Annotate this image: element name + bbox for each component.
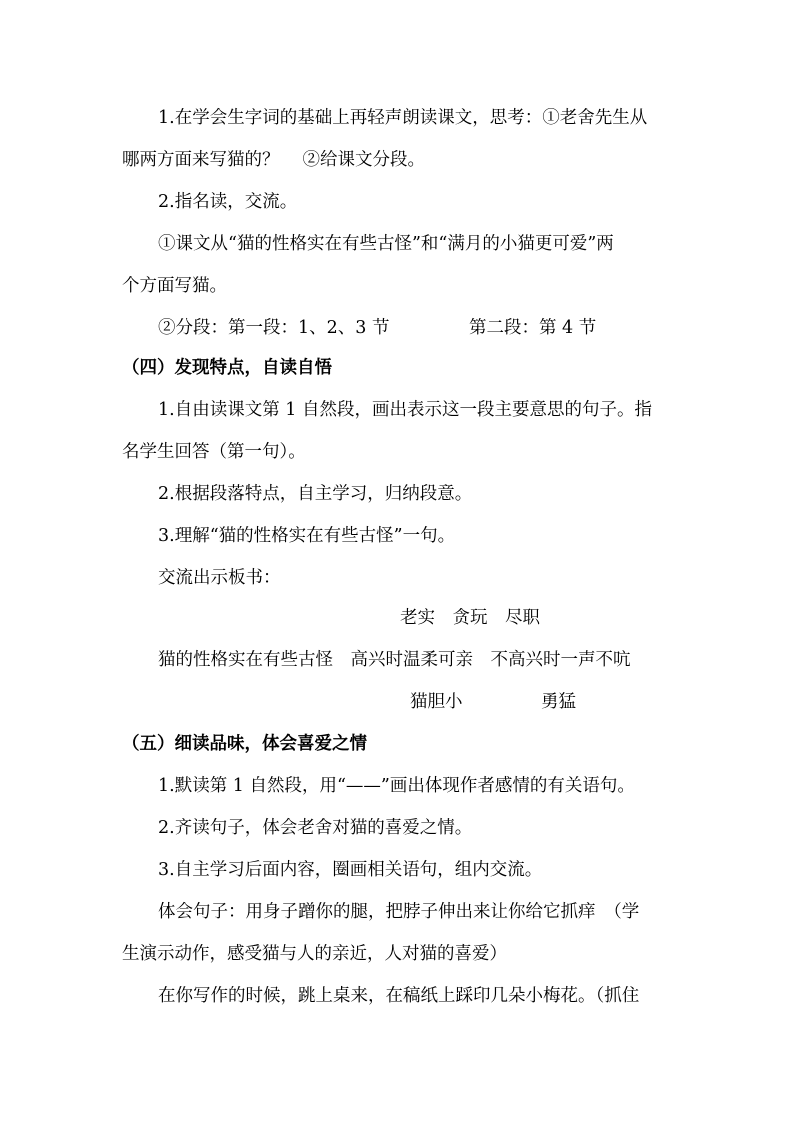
paragraph-line: 体会句子：用身子蹭你的腿，把脖子伸出来让你给它抓痒 （学 bbox=[158, 902, 640, 922]
section-heading: （五）细读品味，体会喜爱之情 bbox=[122, 734, 367, 754]
paragraph-line: 哪两方面来写猫的？ ②给课文分段。 bbox=[122, 150, 426, 170]
board-note-middle: 猫的性格实在有些古怪 高兴时温柔可亲 不高兴时一声不吭 bbox=[158, 650, 631, 670]
paragraph-line: 3.理解“猫的性格实在有些古怪”一句。 bbox=[158, 526, 456, 546]
paragraph-line: 2.齐读句子，体会老舍对猫的喜爱之情。 bbox=[158, 818, 473, 838]
paragraph-line: 2.指名读，交流。 bbox=[158, 192, 298, 212]
paragraph-line: ②分段：第一段：1、2、3 节 bbox=[158, 318, 390, 338]
paragraph-line: ①课文从“猫的性格实在有些古怪”和“满月的小猫更可爱”两 bbox=[158, 234, 614, 254]
board-note-top: 老实 贪玩 尽职 bbox=[400, 608, 540, 628]
board-note-bottom-right: 勇猛 bbox=[541, 692, 576, 712]
paragraph-line: 1.默读第 1 自然段，用“——”画出体现作者感情的有关语句。 bbox=[158, 776, 635, 796]
paragraph-line: 在你写作的时候，跳上桌来，在稿纸上踩印几朵小梅花。（抓住 bbox=[158, 986, 640, 1006]
paragraph-line: 交流出示板书： bbox=[158, 568, 281, 588]
paragraph-line: 2.根据段落特点，自主学习，归纳段意。 bbox=[158, 484, 473, 504]
paragraph-line: 个方面写猫。 bbox=[122, 276, 227, 296]
section-heading: （四）发现特点，自读自悟 bbox=[122, 358, 332, 378]
paragraph-line: 名学生回答（第一句）。 bbox=[122, 442, 306, 462]
paragraph-line: 生演示动作，感受猫与人的亲近，人对猫的喜爱） bbox=[122, 944, 507, 964]
paragraph-line: 1.自由读课文第 1 自然段，画出表示这一段主要意思的句子。指 bbox=[158, 400, 652, 420]
board-note-bottom-left: 猫胆小 bbox=[410, 692, 463, 712]
paragraph-line: 第二段：第 4 节 bbox=[469, 318, 597, 338]
paragraph-line: 1.在学会生字词的基础上再轻声朗读课文，思考：①老舍先生从 bbox=[158, 108, 648, 128]
paragraph-line: 3.自主学习后面内容，圈画相关语句，组内交流。 bbox=[158, 860, 543, 880]
